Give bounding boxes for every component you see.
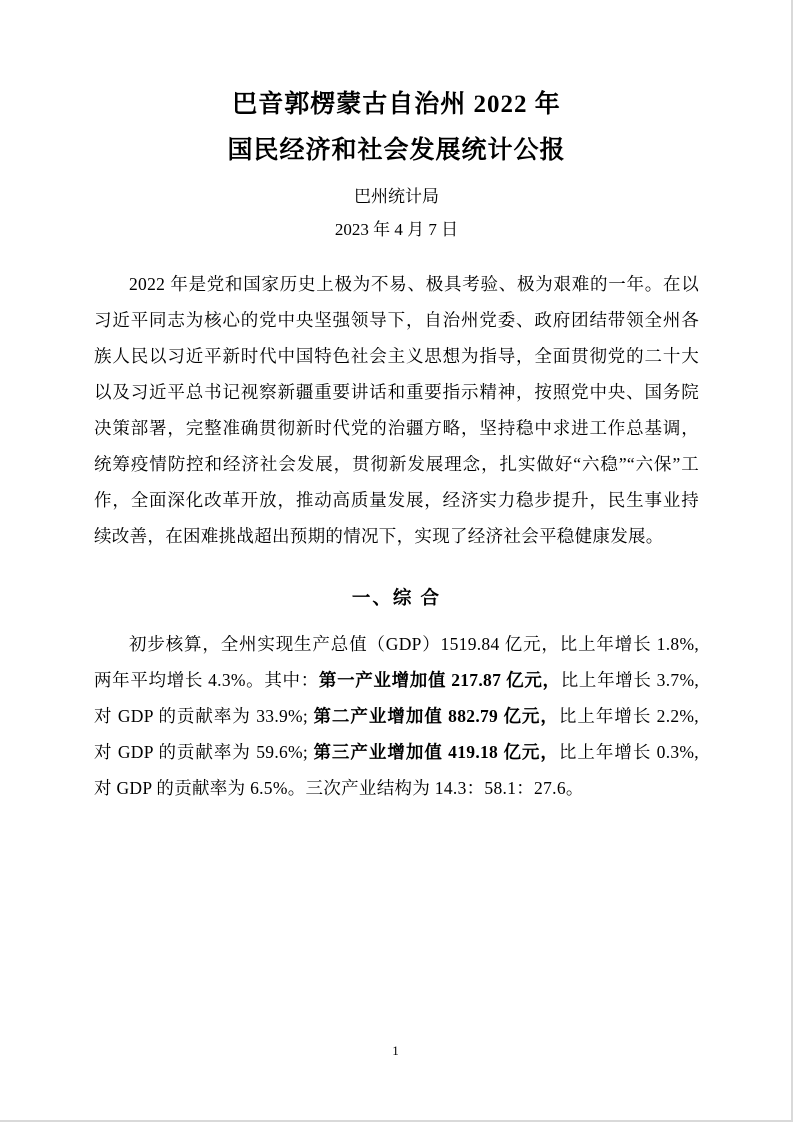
- gdp-segment-secondary-detail: 比上年增长 2.2%, 对 GDP 的贡献率为 59.6%;: [94, 706, 699, 762]
- document-title: [94, 82, 699, 174]
- gdp-segment-primary-detail: 比上年增长 3.7%, 对 GDP 的贡献率为 33.9%;: [94, 670, 699, 726]
- gdp-segment-primary-industry: 第一产业增加值 217.87 亿元，: [318, 670, 561, 690]
- gdp-segment-tertiary-industry: 第三产业增加值 419.18 亿元，: [313, 742, 559, 762]
- publish-date: 2023 年 4 月 7 日: [334, 220, 459, 239]
- gdp-segment-secondary-industry: 第二产业增加值 882.79 亿元，: [313, 706, 559, 726]
- gdp-segment-intro: 初步核算，全州实现生产总值（GDP）1519.84 亿元，比上年增长 1.8%, 两年平均增长 4.3%。其中：: [94, 634, 699, 690]
- document-title-line-1: 巴音郭楞蒙古自治州 2022 年: [232, 91, 561, 118]
- gdp-segment-tertiary-detail: 比上年增长 0.3%, 对 GDP 的贡献率为 6.5%。三次产业结构为 14.3：58.1：27.6。: [94, 742, 699, 798]
- section-heading-overview: 一、综 合: [351, 587, 442, 608]
- gdp-paragraph: [94, 626, 699, 806]
- document-title-line-2: 国民经济和社会发展统计公报: [227, 137, 566, 164]
- issuer: 巴州统计局: [354, 187, 439, 206]
- page-number: 1: [392, 1043, 399, 1058]
- intro-paragraph: 2022 年是党和国家历史上极为不易、极具考验、极为艰难的一年。在以习近平同志为核心的党中央坚强领导下，自治州党委、政府团结带领全州各族人民以习近平新时代中国特色社会主义思想为指导，全面贯彻党的二十大以及习近平总书记视察新疆重要讲话和重要指示精神，按照党中央、国务院决策部署，完整准确贯彻新时代党的治疆方略，坚持稳中求进工作总基调，统筹疫情防控和经济社会发展，贯彻新发展理念，扎实做好“六稳”“六保”工作，全面深化改革开放，推动高质量发展，经济实力稳步提升，民生事业持续改善，在困难挑战超出预期的情况下，实现了经济社会平稳健康发展。: [94, 274, 699, 546]
